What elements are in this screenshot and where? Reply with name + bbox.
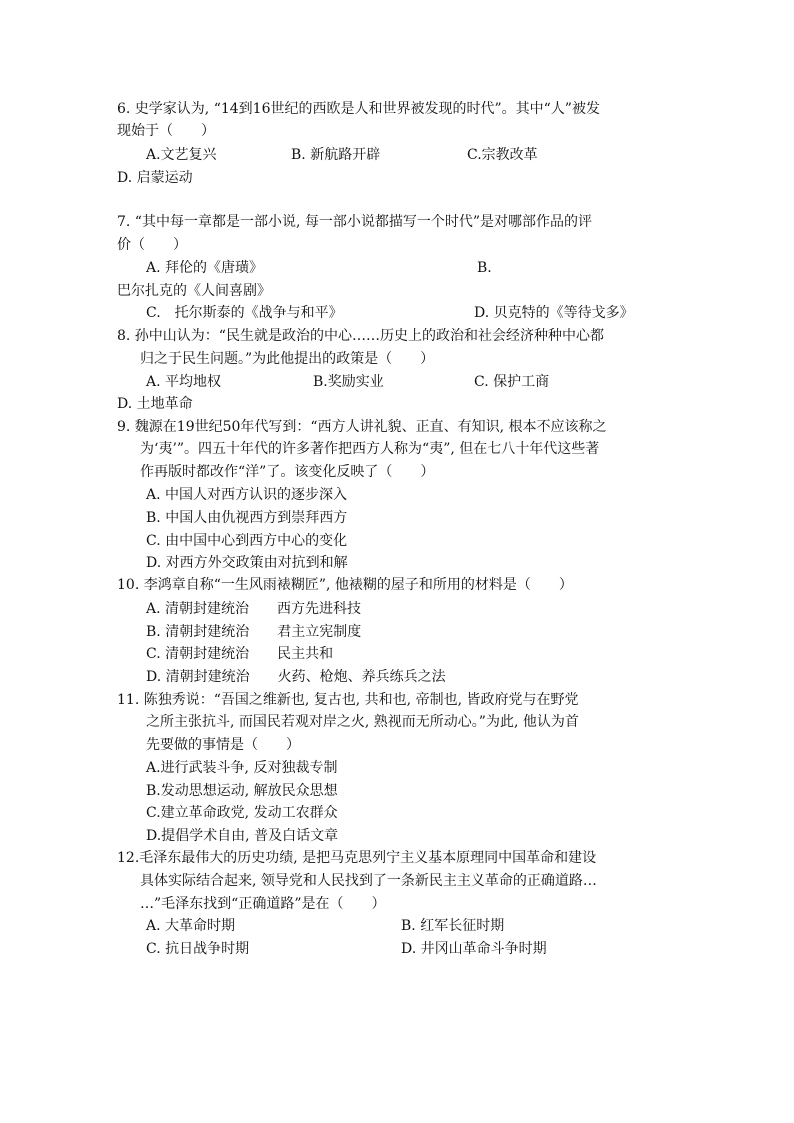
q7-option-a: A. 拜伦的《唐璜》 [146, 260, 264, 276]
q7-stem-line-1: 7. “其中每一章都是一部小说, 每一部小说都描写一个时代”是对哪部作品的评 [117, 214, 593, 230]
q7-option-b-text: 巴尔扎克的《人间喜剧》 [117, 283, 271, 299]
q10-option-a: A. 清朝封建统治 西方先进科技 [146, 601, 362, 617]
q6-stem-line-1: 6. 史学家认为, “14到16世纪的西欧是人和世界被发现的时代”。其中“人”被发 [117, 101, 600, 117]
q10-option-d: D. 清朝封建统治 火药、枪炮、养兵练兵之法 [146, 669, 446, 685]
q11-option-c: C.建立革命政党, 发动工农群众 [146, 805, 338, 821]
q9-option-b: B. 中国人由仇视西方到崇拜西方 [146, 510, 348, 526]
q10-option-c: C. 清朝封建统治 民主共和 [146, 646, 334, 662]
q9-option-a: A. 中国人对西方认识的逐步深入 [146, 487, 348, 503]
q6-option-c: C.宗教改革 [467, 147, 538, 163]
q12-option-d: D. 井冈山革命斗争时期 [401, 941, 547, 957]
q8-option-c: C. 保护工商 [474, 374, 550, 390]
q7-stem-line-2: 价（ ） [117, 237, 187, 253]
q6-option-a: A.文艺复兴 [146, 147, 217, 163]
q6-option-d: D. 启蒙运动 [117, 170, 193, 186]
q12-stem-line-1: 12.毛泽东最伟大的历史功绩, 是把马克思列宁主义基本原理同中国革命和建设 [117, 850, 597, 866]
q7-option-b-label: B. [477, 260, 492, 276]
q6-option-b: B. 新航路开辟 [291, 147, 381, 163]
q7-option-c: C. 托尔斯泰的《战争与和平》 [146, 305, 343, 321]
q7-option-d: D. 贝克特的《等待戈多》 [474, 305, 634, 321]
q8-option-b: B.奖励实业 [313, 374, 384, 390]
q10-stem-line-1: 10. 李鸿章自称“一生风雨裱糊匠”, 他裱糊的屋子和所用的材料是（ ） [117, 577, 573, 593]
q6-stem-line-2: 现始于（ ） [117, 123, 215, 139]
q9-stem-line-2: 为‘夷’”。四五十年代的许多著作把西方人称为“夷”, 但在七八十年代这些著 [140, 441, 600, 457]
q12-stem-line-2: 具体实际结合起来, 领导党和人民找到了一条新民主主义革命的正确道路… [140, 873, 597, 889]
q12-option-c: C. 抗日战争时期 [146, 941, 250, 957]
q11-stem-line-3: 先要做的事情是（ ） [146, 737, 300, 753]
q9-stem-line-3: 作再版时都改作“洋”了。该变化反映了（ ） [140, 464, 435, 480]
q9-option-c: C. 由中国中心到西方中心的变化 [146, 533, 348, 549]
q12-option-a: A. 大革命时期 [146, 918, 236, 934]
q12-option-b: B. 红军长征时期 [401, 918, 505, 934]
q9-stem-line-1: 9. 魏源在19世纪50年代写到：“西方人讲礼貌、正直、有知识, 根本不应该称之 [117, 419, 607, 435]
q11-option-d: D.提倡学术自由, 普及白话文章 [146, 828, 339, 844]
q12-stem-line-3: …”毛泽东找到“正确道路”是在（ ） [140, 896, 386, 912]
q11-option-b: B.发动思想运动, 解放民众思想 [146, 783, 338, 799]
q8-option-a: A. 平均地权 [146, 374, 222, 390]
q11-option-a: A.进行武装斗争, 反对独裁专制 [146, 760, 338, 776]
q11-stem-line-1: 11. 陈独秀说：“吾国之维新也, 复古也, 共和也, 帝制也, 皆政府党与在野党 [117, 692, 579, 708]
q8-stem-line-2: 归之于民生问题。”为此他提出的政策是（ ） [140, 351, 435, 367]
q11-stem-line-2: 之所主张抗斗, 而国民若观对岸之火, 熟视而无所动心。”为此, 他认为首 [146, 714, 579, 730]
q8-option-d: D. 土地革命 [117, 396, 193, 412]
q10-option-b: B. 清朝封建统治 君主立宪制度 [146, 624, 362, 640]
q8-stem-line-1: 8. 孙中山认为：“民生就是政治的中心……历史上的政治和社会经济种种中心都 [117, 328, 604, 344]
q9-option-d: D. 对西方外交政策由对抗到和解 [146, 555, 348, 571]
